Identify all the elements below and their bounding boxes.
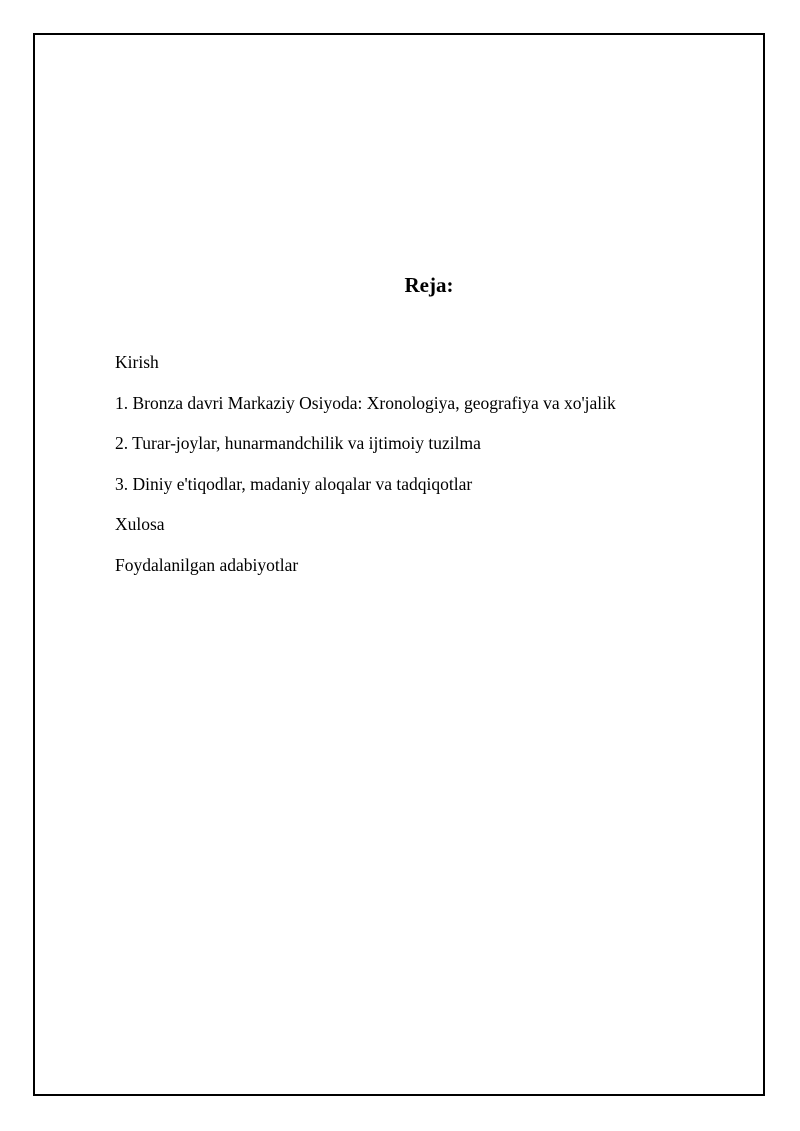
- page-title: Reja:: [404, 273, 454, 297]
- toc-item-chapter-1: 1. Bronza davri Markaziy Osiyoda: Xronologiya, geografiya va xo'jalik: [115, 392, 616, 413]
- toc-item-chapter-2: 2. Turar-joylar, hunarmandchilik va ijtimoiy tuzilma: [115, 433, 481, 454]
- toc-item-references: Foydalanilgan adabiyotlar: [115, 554, 299, 575]
- table-of-contents: [115, 350, 616, 594]
- toc-item-chapter-3: 3. Diniy e'tiqodlar, madaniy aloqalar va tadqiqotlar: [115, 473, 473, 494]
- toc-item-conclusion: Xulosa: [115, 514, 165, 535]
- toc-item-introduction: Kirish: [115, 352, 159, 372]
